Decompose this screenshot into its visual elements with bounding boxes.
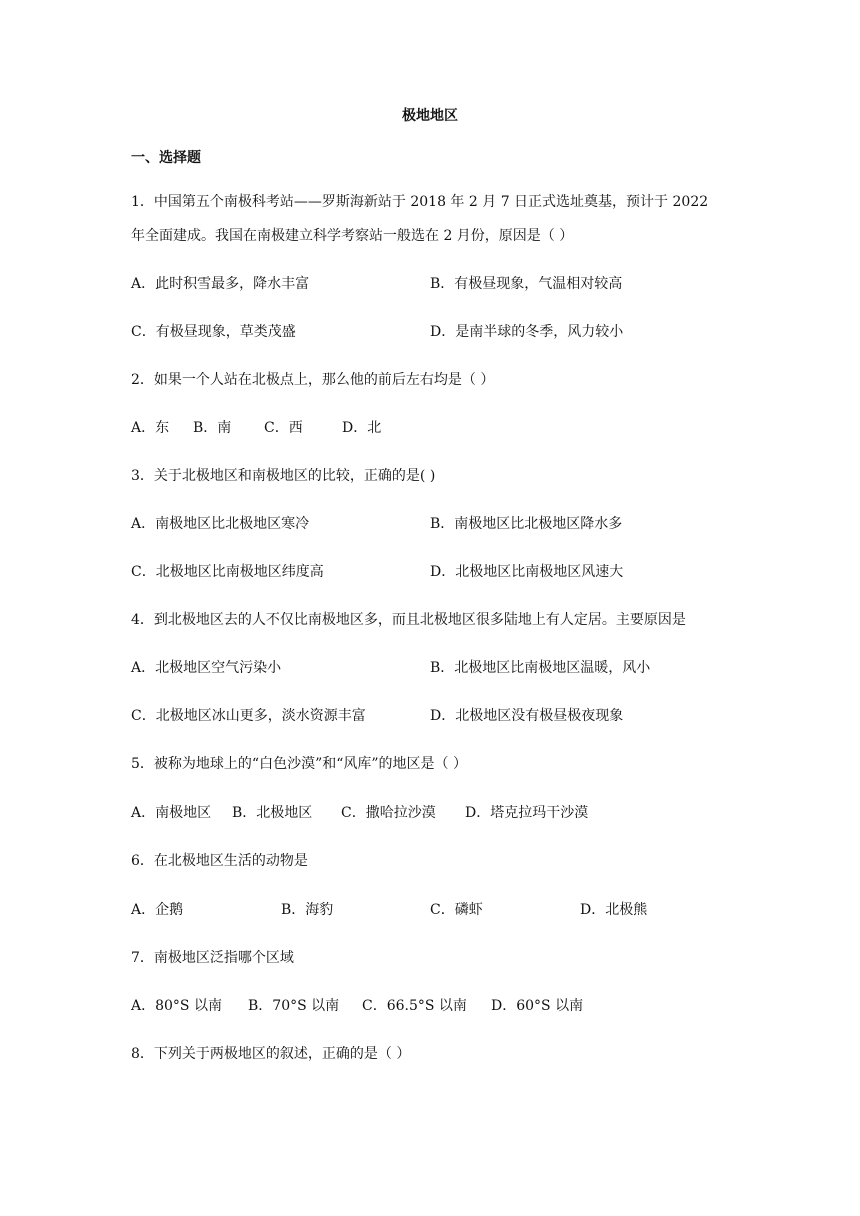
- question-4-option-d: D．北极地区没有极昼极夜现象: [430, 708, 624, 724]
- question-3-line-1: 3．关于北极地区和南极地区的比较，正确的是( ): [131, 468, 436, 484]
- question-7-option-b: B．70°S 以南: [248, 998, 340, 1014]
- document-title: 极地地区: [402, 108, 458, 124]
- question-5-option-a: A．南极地区: [131, 805, 212, 821]
- question-3-option-c: C．北极地区比南极地区纬度高: [131, 564, 324, 580]
- question-1-line-1: 1．中国第五个南极科考站——罗斯海新站于 2018 年 2 月 7 日正式选址奠基，预计于 2022: [131, 194, 709, 210]
- question-3-option-b: B．南极地区比北极地区降水多: [430, 516, 623, 532]
- question-4-option-a: A．北极地区空气污染小: [131, 660, 282, 676]
- question-1-option-d: D．是南半球的冬季，风力较小: [430, 324, 624, 340]
- question-8-line-1: 8．下列关于两极地区的叙述，正确的是（ ）: [131, 1046, 411, 1062]
- question-1-option-b: B．有极昼现象，气温相对较高: [430, 276, 623, 292]
- question-2-option-b: B．南: [193, 420, 232, 436]
- question-5-line-1: 5．被称为地球上的“白色沙漠”和“风库”的地区是（ ）: [131, 756, 467, 772]
- question-7-option-c: C．66.5°S 以南: [362, 998, 467, 1014]
- question-1-option-a: A．此时积雪最多，降水丰富: [131, 276, 310, 292]
- question-2-option-d: D．北: [342, 420, 382, 436]
- question-4-option-c: C．北极地区冰山更多，淡水资源丰富: [131, 708, 366, 724]
- question-7-option-a: A．80°S 以南: [131, 998, 222, 1014]
- question-4-line-1: 4．到北极地区去的人不仅比南极地区多，而且北极地区很多陆地上有人定居。主要原因是: [131, 612, 686, 628]
- question-2-line-1: 2．如果一个人站在北极点上，那么他的前后左右均是（ ）: [131, 372, 495, 388]
- question-2-option-a: A．东: [131, 420, 170, 436]
- question-6-option-c: C．磷虾: [430, 902, 483, 918]
- question-3-option-a: A．南极地区比北极地区寒冷: [131, 516, 310, 532]
- question-2-option-c: C．西: [264, 420, 303, 436]
- question-5-option-d: D．塔克拉玛干沙漠: [465, 805, 589, 821]
- question-5-option-c: C．撒哈拉沙漠: [341, 805, 436, 821]
- question-3-option-d: D．北极地区比南极地区风速大: [430, 564, 624, 580]
- section-heading: 一、选择题: [131, 150, 201, 166]
- question-7-line-1: 7．南极地区泛指哪个区域: [131, 950, 294, 966]
- question-6-option-b: B．海豹: [281, 902, 334, 918]
- question-5-option-b: B．北极地区: [232, 805, 313, 821]
- question-6-option-d: D．北极熊: [580, 902, 648, 918]
- question-4-option-b: B．北极地区比南极地区温暖，风小: [430, 660, 651, 676]
- question-6-option-a: A．企鹅: [131, 902, 184, 918]
- question-1-option-c: C．有极昼现象，草类茂盛: [131, 324, 296, 340]
- question-6-line-1: 6．在北极地区生活的动物是: [131, 853, 308, 869]
- question-1-line-2: 年全面建成。我国在南极建立科学考察站一般选在 2 月份，原因是（ ）: [131, 228, 574, 244]
- question-7-option-d: D．60°S 以南: [491, 998, 584, 1014]
